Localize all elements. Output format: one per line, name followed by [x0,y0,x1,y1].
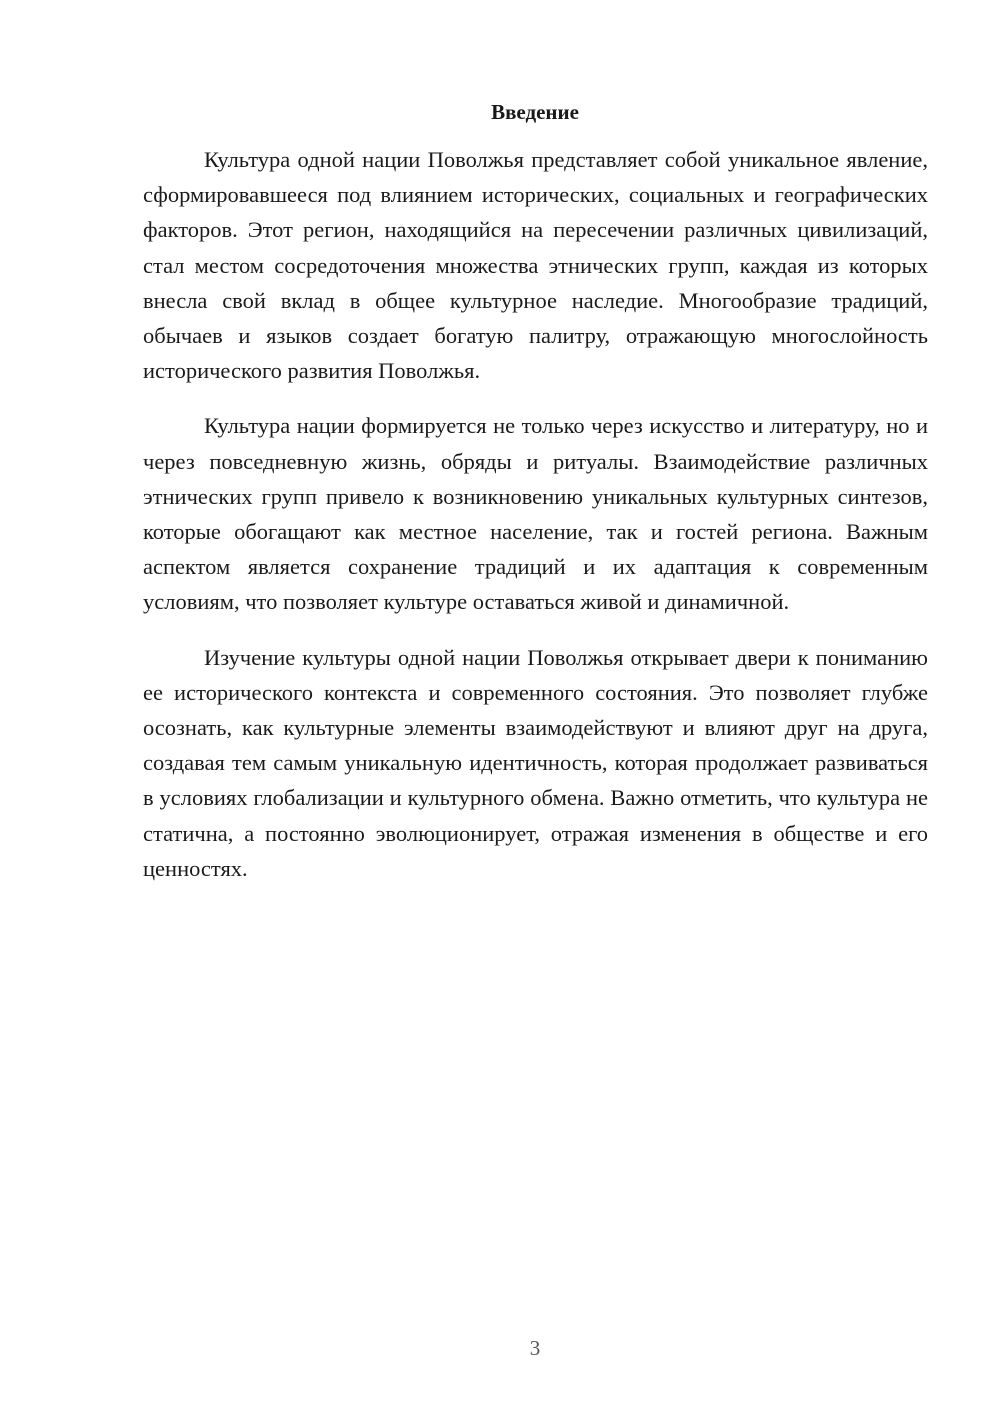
page-number: 3 [529,1336,541,1360]
paragraph-3: Изучение культуры одной нации Поволжья открывает двери к пониманию ее исторического контекста и современного состояния. Это позволяет глубже осознать, как культурные элементы взаимодействуют и влияют друг на друга, создавая тем самым уникальную идентичность, которая продолжает развиваться в условиях глобализации и культурного обмена. Важно отметить, что культура не статична, а постоянно эволюционирует, отражая изменения в обществе и его ценностях. [143,644,928,881]
section-title: Введение [491,100,579,124]
paragraph-1: Культура одной нации Поволжья представляет собой уникальное явление, сформировавшееся под влиянием исторических, социальных и географических факторов. Этот регион, находящийся на пересечении различных цивилизаций, стал местом сосредоточения множества этнических групп, каждая из которых внесла свой вклад в общее культурное наследие. Многообразие традиций, обычаев и языков создает богатую палитру, отражающую многослойность исторического развития Поволжья. [143,147,928,384]
body-text [143,142,928,906]
paragraph-2: Культура нации формируется не только через искусство и литературу, но и через повседневную жизнь, обряды и ритуалы. Взаимодействие различных этнических групп привело к возникновению уникальных культурных синтезов, которые обогащают как местное население, так и гостей региона. Важным аспектом является сохранение традиций и их адаптация к современным условиям, что позволяет культуре оставаться живой и динамичной. [143,413,928,615]
